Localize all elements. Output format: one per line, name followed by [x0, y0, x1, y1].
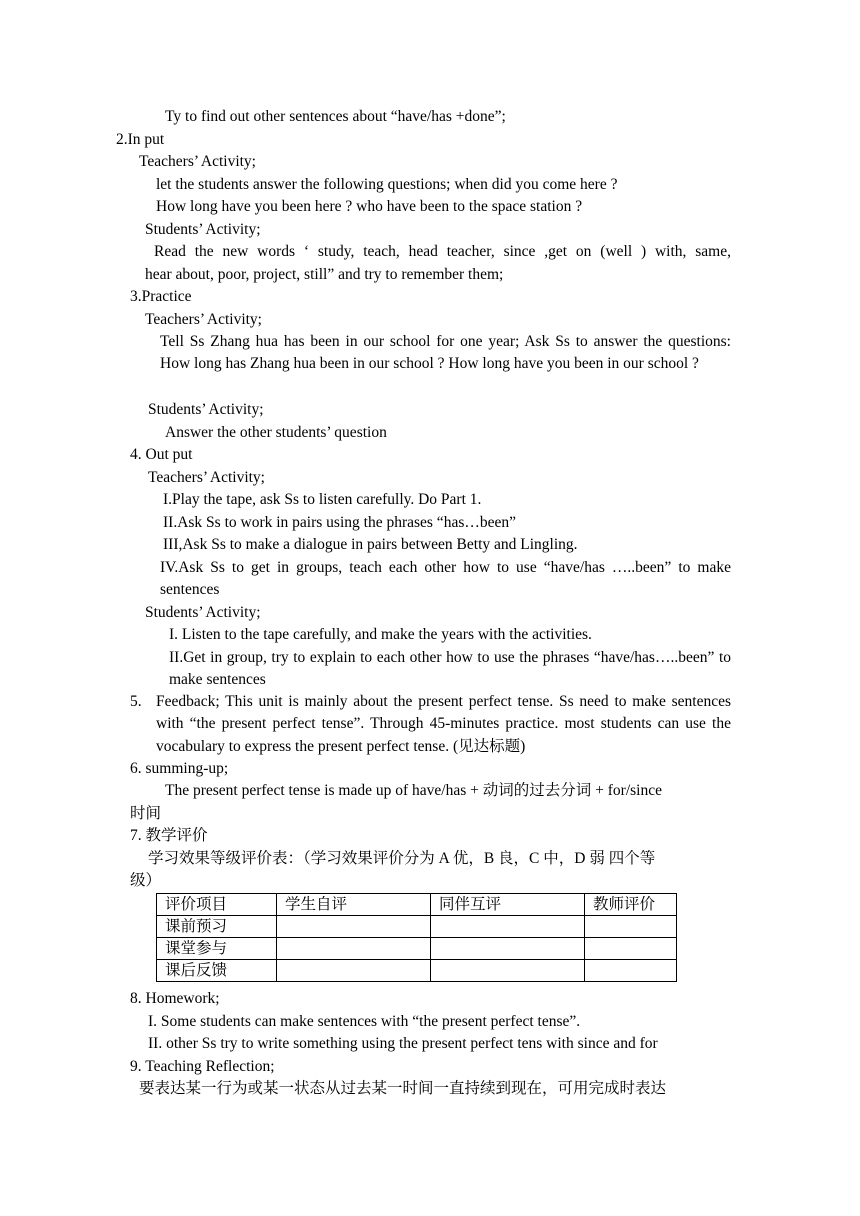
table-cell [585, 938, 677, 960]
list-item: II. other Ss try to write something using the present perfect tens with since and for [148, 1035, 658, 1052]
evaluation-table [156, 893, 677, 982]
paragraph: Feedback; This unit is mainly about the present perfect tense. Ss need to make sentences with “the present perfect tense”. Through 45-minutes practice. most students can use the vocabulary to express the present perfect tense. (见达标题) [156, 693, 731, 755]
list-item: I. Listen to the tape carefully, and make the years with the activities. [169, 626, 592, 643]
subheading: Teachers’ Activity; [148, 469, 265, 486]
table-row [157, 938, 677, 960]
section-heading: 4. Out put [130, 446, 193, 463]
section-heading: 6. summing-up; [130, 760, 229, 777]
text-line: How long have you been here ? who have been to the space station ? [156, 198, 583, 215]
table-header-cell: 评价项目 [157, 894, 277, 916]
text-line: Read the new words ‘ study, teach, head teacher, since ,get on (well ) with, same, [154, 243, 731, 260]
table-cell [431, 938, 585, 960]
text-line: Answer the other students’ question [165, 424, 387, 441]
table-cell: 课前预习 [157, 916, 277, 938]
table-cell [431, 916, 585, 938]
table-cell [585, 916, 677, 938]
section-heading: 7. 教学评价 [130, 827, 208, 844]
subheading: Teachers’ Activity; [139, 153, 256, 170]
table-cell [585, 960, 677, 982]
text-line: Ty to find out other sentences about “have/has +done”; [165, 108, 506, 125]
table-cell [277, 960, 431, 982]
table-header-cell: 同伴互评 [431, 894, 585, 916]
text-line: The present perfect tense is made up of have/has + 动词的过去分词 + for/since [165, 782, 662, 799]
list-item: II.Get in group, try to explain to each other how to use the phrases “have/has…..been” to make sentences [169, 649, 731, 689]
subheading: Teachers’ Activity; [145, 311, 262, 328]
table-header-cell: 教师评价 [585, 894, 677, 916]
text-line: 要表达某一行为或某一状态从过去某一时间一直持续到现在，可用完成时表达 [139, 1080, 667, 1097]
section-number: 5. [130, 693, 142, 710]
text-line: 学习效果等级评价表：（学习效果评价分为 A 优，B 良，C 中，D 弱 四个等 [148, 850, 656, 867]
list-item: IV.Ask Ss to get in groups, teach each other how to use “have/has …..been” to make sentences [160, 559, 731, 599]
table-header-cell: 学生自评 [277, 894, 431, 916]
list-item: II.Ask Ss to work in pairs using the phrases “has…been” [163, 514, 516, 531]
table-row [157, 916, 677, 938]
table-cell [431, 960, 585, 982]
table-cell [277, 938, 431, 960]
text-line: 时间 [130, 805, 162, 822]
list-item: I.Play the tape, ask Ss to listen carefully. Do Part 1. [163, 491, 482, 508]
table-cell: 课后反馈 [157, 960, 277, 982]
text-line: hear about, poor, project, still” and try to remember them; [145, 266, 504, 283]
section-heading: 2.In put [116, 131, 165, 148]
subheading: Students’ Activity; [148, 401, 264, 418]
section-heading: 8. Homework; [130, 990, 220, 1007]
table-header-row [157, 894, 677, 916]
table-row [157, 960, 677, 982]
list-item: I. Some students can make sentences with “the present perfect tense”. [148, 1013, 581, 1030]
text-line: 级） [130, 872, 162, 889]
table-cell: 课堂参与 [157, 938, 277, 960]
section-heading: 3.Practice [130, 288, 192, 305]
table-cell [277, 916, 431, 938]
subheading: Students’ Activity; [145, 604, 261, 621]
paragraph: Tell Ss Zhang hua has been in our school for one year; Ask Ss to answer the questions: How long has Zhang hua been in our school ? How long have you been in our school ? [160, 333, 731, 373]
section-heading: 9. Teaching Reflection; [130, 1058, 275, 1075]
text-line: let the students answer the following questions; when did you come here ? [156, 176, 618, 193]
subheading: Students’ Activity; [145, 221, 261, 238]
list-item: III,Ask Ss to make a dialogue in pairs between Betty and Lingling. [163, 536, 578, 553]
